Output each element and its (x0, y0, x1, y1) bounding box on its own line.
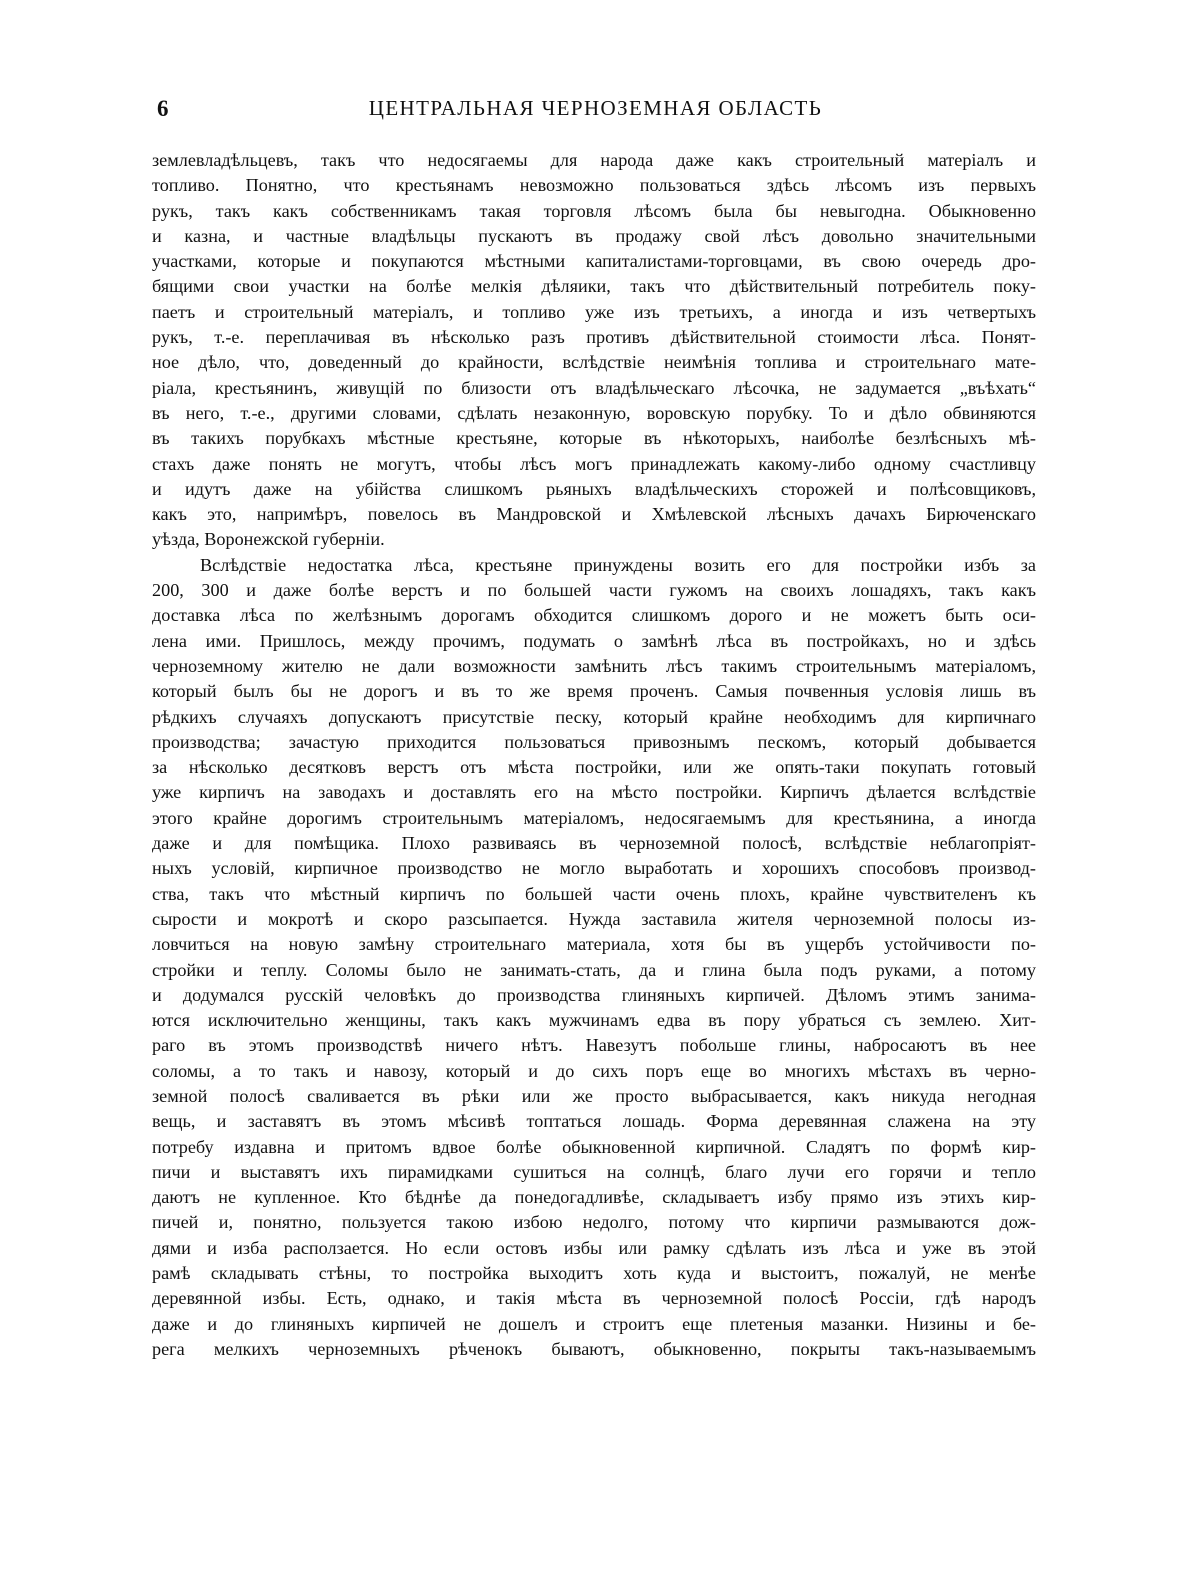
text-line: и казна, и частные владѣльцы пускаютъ въ продажу свой лѣсъ довольно значительными (152, 225, 1036, 246)
text-line: въ такихъ порубкахъ мѣстные крестьяне, которые въ нѣкоторыхъ, наиболѣе безлѣсныхъ мѣ- (152, 428, 1036, 449)
text-line: соломы, а то такъ и навозу, который и до сихъ поръ еще во многихъ мѣстахъ въ черно- (152, 1060, 1036, 1081)
paragraph-end-line: уѣзда, Воронежской губерніи. (152, 529, 385, 550)
text-line: который былъ бы не дорогъ и въ то же время проченъ. Самыя почвенныя условія лишь въ (152, 681, 1036, 702)
text-line: даютъ не купленное. Кто бѣднѣе да понедогадливѣе, складываетъ избу прямо изъ этихъ кир- (152, 1187, 1036, 1208)
text-line: стройки и теплу. Соломы было не занимать-стать, да и глина была подъ руками, а потому (152, 959, 1036, 980)
text-line: въ него, т.-е., другими словами, сдѣлать незаконную, воровскую порубку. То и дѣло обвиняются (152, 402, 1036, 423)
text-line: сырости и мокротѣ и скоро разсыпается. Нужда заставила жителя черноземной полосы из- (152, 908, 1036, 929)
text-line: 200, 300 и даже болѣе верстъ и по большей части гужомъ на своихъ лошадяхъ, такъ какъ (152, 580, 1036, 601)
text-line: какъ это, напримѣръ, повелось въ Мандровской и Хмѣлевской лѣсныхъ дачахъ Бирюченскаго (152, 504, 1036, 525)
text-line: дями и изба расползается. Но если остовъ избы или рамку сдѣлать изъ лѣса и уже въ этой (152, 1237, 1036, 1258)
text-line: раго въ этомъ производствѣ ничего нѣтъ. Навезутъ побольше глины, набросаютъ въ нее (152, 1035, 1036, 1056)
text-line: ловчиться на новую замѣну строительнаго материала, хотя бы въ ущербъ устойчивости по- (152, 934, 1036, 955)
running-title: ЦЕНТРАЛЬНАЯ ЧЕРНОЗЕМНАЯ ОБЛАСТЬ (368, 96, 823, 120)
text-line: бящими свои участки на болѣе мелкія дѣляики, такъ что дѣйствительный потребитель поку- (152, 276, 1036, 297)
text-line: лена ими. Пришлось, между прочимъ, подумать о замѣнѣ лѣса въ постройкахъ, но и здѣсь (152, 630, 1036, 651)
text-line: за нѣсколько десятковъ верстъ отъ мѣста постройки, или же опять-таки покупать готовый (152, 757, 1036, 778)
text-line: топливо. Понятно, что крестьянамъ невозможно пользоваться здѣсь лѣсомъ изъ первыхъ (152, 175, 1036, 196)
text-line: потребу издавна и притомъ вдвое болѣе обыкновенной кирпичной. Сладятъ по формѣ кир- (152, 1136, 1036, 1157)
text-line: рукъ, т.-е. переплачивая въ нѣсколько разъ противъ дѣйствительной стоимости лѣса. Понят- (152, 327, 1036, 348)
text-line: доставка лѣса по желѣзнымъ дорогамъ обходится слишкомъ дорого и не можетъ быть оси- (152, 605, 1036, 626)
text-line: рѣдкихъ случаяхъ допускаютъ присутствіе песку, который крайне необходимъ для кирпичнаго (152, 706, 1036, 727)
text-line: паетъ и строительный матеріалъ, и топливо уже изъ третьихъ, а иногда и изъ четвертыхъ (152, 301, 1036, 322)
text-line: ріала, крестьянинъ, живущій по близости отъ владѣльческаго лѣсочка, не задумается „въѣхать“ (152, 377, 1036, 398)
text-line: участками, которые и покупаются мѣстными капиталистами-торговцами, въ свою очередь дро- (152, 251, 1036, 272)
text-line: и додумался русскій человѣкъ до производства глиняныхъ кирпичей. Дѣломъ этимъ занима- (152, 984, 1036, 1005)
page-number: 6 (157, 96, 169, 121)
text-line: этого крайне дорогимъ строительнымъ матеріаломъ, недосягаемымъ для крестьянина, а иногда (152, 807, 1036, 828)
text-line: землевладѣльцевъ, такъ что недосягаемы для народа даже какъ строительный матеріалъ и (152, 150, 1036, 170)
text-line: даже и для помѣщика. Плохо развиваясь въ черноземной полосѣ, вслѣдствіе неблагопріят- (152, 833, 1036, 854)
text-line: черноземному жителю не дали возможности замѣнить лѣсъ такимъ строительнымъ матеріаломъ, (152, 655, 1036, 676)
text-line: деревянной избы. Есть, однако, и такія мѣста въ черноземной полосѣ Россіи, гдѣ народъ (152, 1288, 1036, 1309)
paragraph-start-line: Вслѣдствіе недостатка лѣса, крестьяне принуждены возить его для постройки избъ за (200, 554, 1036, 575)
text-line: ное дѣло, что, доведенный до крайности, вслѣдствіе неимѣнія топлива и строительнаго мате- (152, 352, 1036, 373)
text-line: ства, такъ что мѣстный кирпичъ по большей части очень плохъ, крайне чувствителенъ къ (152, 883, 1036, 904)
body-text (152, 148, 1036, 1362)
text-line: земной полосѣ сваливается въ рѣки или же просто выбрасывается, какъ никуда негодная (152, 1085, 1036, 1106)
text-line: рамѣ складывать стѣны, то постройка выходитъ хоть куда и выстоитъ, пожалуй, не менѣе (152, 1263, 1036, 1284)
text-line: уже кирпичъ на заводахъ и доставлять его на мѣсто постройки. Кирпичъ дѣлается вслѣдствіе (152, 782, 1036, 803)
text-line: ются исключительно женщины, такъ какъ мужчинамъ едва въ пору убраться съ землею. Хит- (152, 1010, 1036, 1031)
text-line: вещь, и заставятъ въ этомъ мѣсивѣ топтаться лошадь. Форма деревянная слажена на эту (152, 1111, 1036, 1132)
text-line: рега мелкихъ черноземныхъ рѣченокъ бываютъ, обыкновенно, покрыты такъ-называемымъ (152, 1338, 1036, 1359)
text-line: пичей и, понятно, пользуется такою избою недолго, потому что кирпичи размываются дож- (152, 1212, 1036, 1233)
text-line: ныхъ условій, кирпичное производство не могло выработать и хорошихъ способовъ производ- (152, 858, 1036, 879)
text-line: пичи и выставятъ ихъ пирамидками сушиться на солнцѣ, благо лучи его горячи и тепло (152, 1161, 1036, 1182)
text-line: и идутъ даже на убійства слишкомъ рьяныхъ владѣльческихъ сторожей и полѣсовщиковъ, (152, 478, 1036, 499)
text-line: даже и до глиняныхъ кирпичей не дошелъ и строитъ еще плетеныя мазанки. Низины и бе- (152, 1313, 1036, 1334)
text-line: производства; зачастую приходится пользоваться привознымъ пескомъ, который добывается (152, 731, 1036, 752)
text-line: стахъ даже понять не могутъ, чтобы лѣсъ могъ принадлежать какому-либо одному счастливцу (152, 453, 1036, 474)
text-line: рукъ, такъ какъ собственникамъ такая торговля лѣсомъ была бы невыгодна. Обыкновенно (152, 200, 1036, 221)
